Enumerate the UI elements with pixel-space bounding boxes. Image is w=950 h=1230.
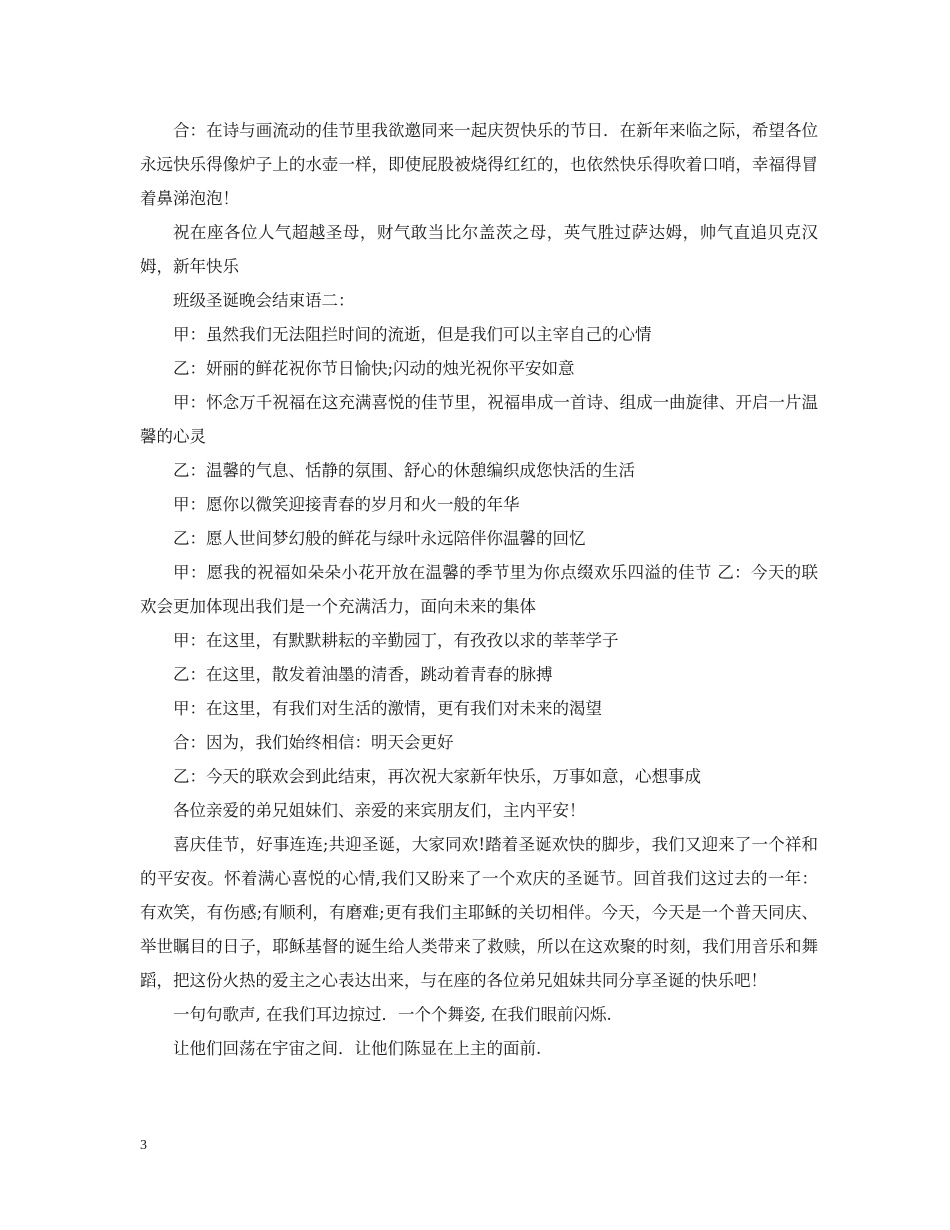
document-body	[140, 114, 818, 1066]
paragraph: 乙：在这里，散发着油墨的清香，跳动着青春的脉搏	[173, 665, 553, 684]
page-number: 3	[140, 1138, 147, 1153]
paragraph: 甲：在这里，有我们对生活的激情，更有我们对未来的渴望	[173, 699, 602, 718]
paragraph: 让他们回荡在宇宙之间．让他们陈显在上主的面前.	[173, 1039, 542, 1058]
paragraph: 乙：妍丽的鲜花祝你节日愉快;闪动的烛光祝你平安如意	[173, 359, 575, 378]
paragraph: 乙：温馨的气息、恬静的氛围、舒心的休憩编织成您快活的生活	[173, 461, 635, 480]
paragraph: 喜庆佳节，好事连连;共迎圣诞，大家同欢!踏着圣诞欢快的脚步，我们又迎来了一个祥和的平安夜。怀着满心喜悦的心情,我们又盼来了一个欢庆的圣诞节。回首我们这过去的一年：有欢笑，有伤感;有顺利，有磨难;更有我们主耶稣的关切相伴。今天，今天是一个普天同庆、举世瞩目的日子，耶稣基督的诞生给人类带来了救赎，所以在这欢聚的时刻，我们用音乐和舞蹈，把这份火热的爱主之心表达出来，与在座的各位弟兄姐妹共同分享圣诞的快乐吧！	[140, 835, 818, 990]
paragraph: 各位亲爱的弟兄姐妹们、亲爱的来宾朋友们，主内平安！	[173, 801, 586, 820]
paragraph: 乙：今天的联欢会到此结束，再次祝大家新年快乐，万事如意，心想事成	[173, 767, 701, 786]
paragraph: 祝在座各位人气超越圣母，财气敢当比尔盖茨之母，英气胜过萨达姆，帅气直追贝克汉姆，新年快乐	[140, 223, 818, 276]
paragraph: 一句句歌声, 在我们耳边掠过．一个个舞姿, 在我们眼前闪烁.	[173, 1005, 612, 1024]
paragraph: 甲：愿我的祝福如朵朵小花开放在温馨的季节里为你点缀欢乐四溢的佳节 乙：今天的联欢会更加体现出我们是一个充满活力，面向未来的集体	[140, 563, 818, 616]
paragraph: 甲：在这里，有默默耕耘的辛勤园丁，有孜孜以求的莘莘学子	[173, 631, 619, 650]
section-heading: 班级圣诞晚会结束语二：	[173, 291, 355, 310]
paragraph: 甲：怀念万千祝福在这充满喜悦的佳节里，祝福串成一首诗、组成一曲旋律、开启一片温馨的心灵	[140, 393, 818, 446]
paragraph: 合：因为，我们始终相信：明天会更好	[173, 733, 454, 752]
paragraph: 合：在诗与画流动的佳节里我欲邀同来一起庆贺快乐的节日．在新年来临之际，希望各位永远快乐得像炉子上的水壶一样，即使屁股被烧得红红的，也依然快乐得吹着口哨，幸福得冒着鼻涕泡泡！	[140, 121, 818, 208]
paragraph: 甲：愿你以微笑迎接青春的岁月和火一般的年华	[173, 495, 520, 514]
paragraph: 甲：虽然我们无法阻拦时间的流逝，但是我们可以主宰自己的心情	[173, 325, 652, 344]
paragraph: 乙：愿人世间梦幻般的鲜花与绿叶永远陪伴你温馨的回忆	[173, 529, 586, 548]
